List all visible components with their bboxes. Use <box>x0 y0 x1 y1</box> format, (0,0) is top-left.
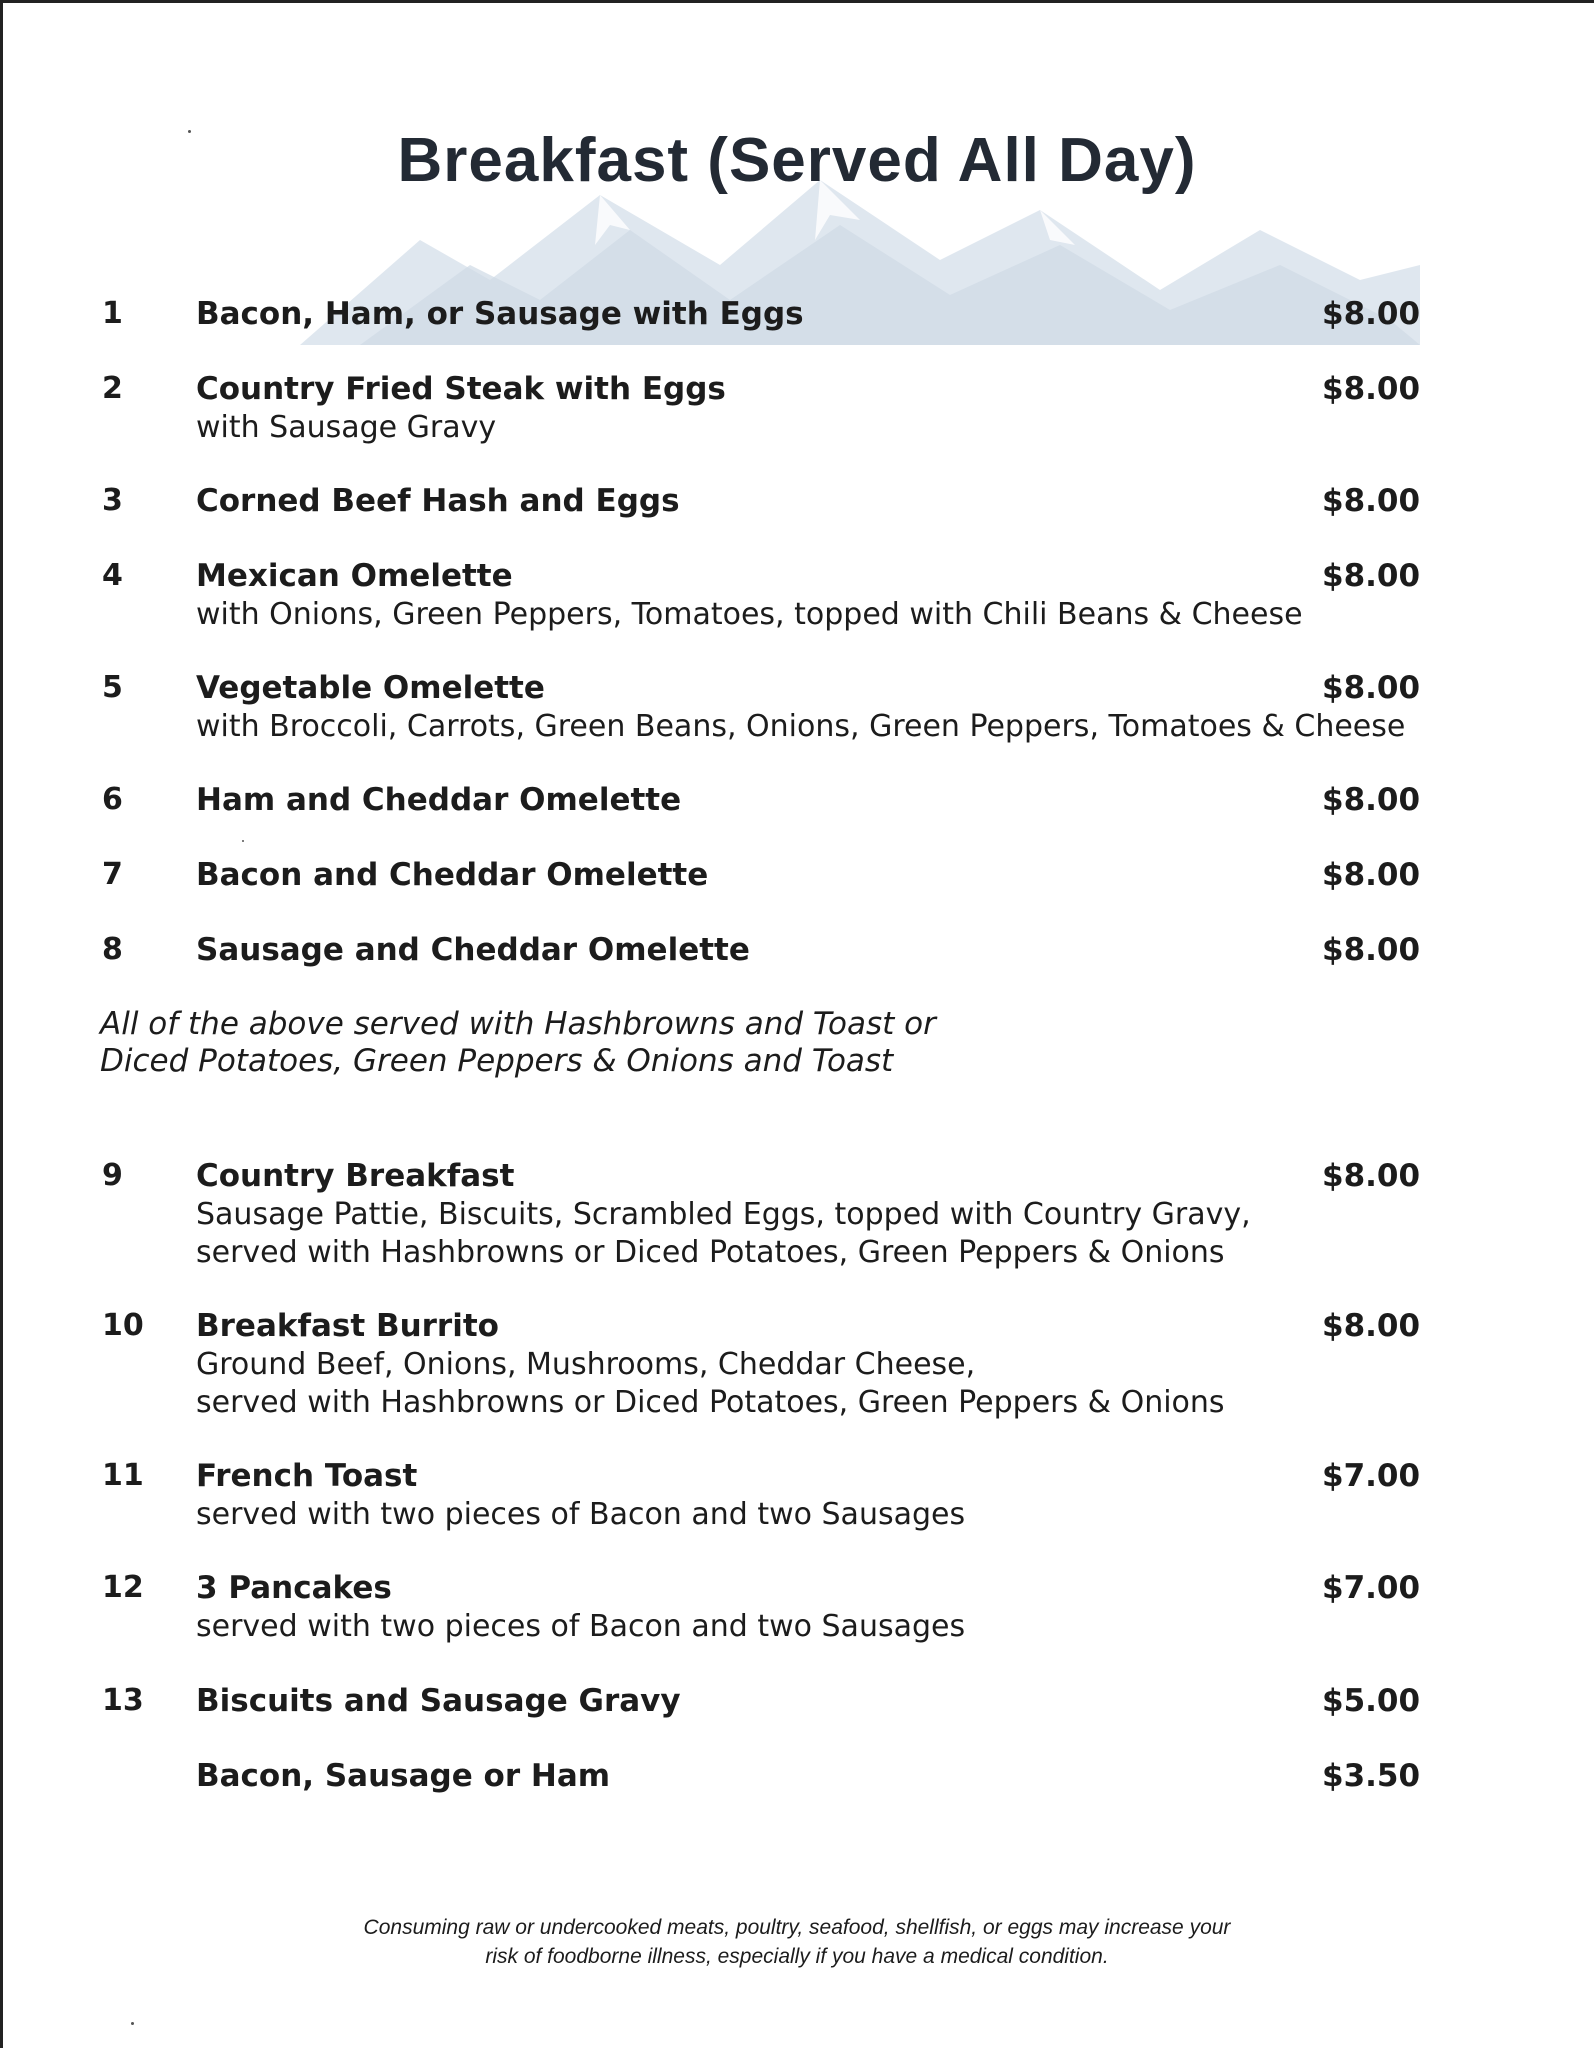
item-price: $8.00 <box>1322 558 1421 594</box>
item-number: 10 <box>102 1308 144 1343</box>
item-description <box>196 596 1303 634</box>
item-name: Bacon and Cheddar Omelette <box>196 857 709 893</box>
menu-item <box>0 1458 1594 1538</box>
item-name: Breakfast Burrito <box>196 1308 499 1344</box>
item-price: $8.00 <box>1322 296 1421 332</box>
item-price: $8.00 <box>1322 1158 1421 1194</box>
item-description-line: with Sausage Gravy <box>196 410 497 445</box>
item-price: $8.00 <box>1322 782 1421 818</box>
item-name: Bacon, Sausage or Ham <box>196 1758 611 1794</box>
item-number: 7 <box>102 857 123 892</box>
item-number: 12 <box>102 1570 144 1605</box>
menu-item <box>0 371 1594 451</box>
item-number: 2 <box>102 371 123 406</box>
item-description-line: Ground Beef, Onions, Mushrooms, Cheddar Cheese, <box>196 1347 976 1382</box>
item-description-line: served with Hashbrowns or Diced Potatoes, Green Peppers & Onions <box>196 1235 1225 1270</box>
item-price: $8.00 <box>1322 670 1421 706</box>
menu-item <box>0 483 1594 563</box>
menu-item <box>0 1308 1594 1420</box>
item-price: $8.00 <box>1322 371 1421 407</box>
page-edge-top <box>0 0 1594 3</box>
item-description <box>196 1196 1251 1272</box>
item-price: $8.00 <box>1322 932 1421 968</box>
item-number: 6 <box>102 782 123 817</box>
scan-speck <box>131 2022 134 2025</box>
item-number: 4 <box>102 558 123 593</box>
item-number: 8 <box>102 932 123 967</box>
item-description-line: served with two pieces of Bacon and two Sausages <box>196 1609 966 1644</box>
item-description-line: served with Hashbrowns or Diced Potatoes, Green Peppers & Onions <box>196 1385 1225 1420</box>
item-description <box>196 409 496 447</box>
menu-item <box>0 1758 1594 1838</box>
item-number: 13 <box>102 1683 144 1718</box>
item-number: 1 <box>102 296 123 331</box>
served-note-line-1: All of the above served with Hashbrowns and Toast or <box>100 1006 936 1042</box>
menu-item <box>0 857 1594 937</box>
item-price: $8.00 <box>1322 1308 1421 1344</box>
scan-speck <box>188 130 191 133</box>
menu-item <box>0 1158 1594 1270</box>
consumer-advisory-line-2: risk of foodborne illness, especially if you have a medical condition. <box>485 1945 1109 1968</box>
item-number: 5 <box>102 670 123 705</box>
consumer-advisory <box>0 1913 1594 1971</box>
item-number: 3 <box>102 483 123 518</box>
menu-item <box>0 1570 1594 1650</box>
item-price: $8.00 <box>1322 857 1421 893</box>
menu-title: Breakfast (Served All Day) <box>397 126 1197 195</box>
item-name: French Toast <box>196 1458 418 1494</box>
served-with-note <box>100 1006 936 1080</box>
item-name: 3 Pancakes <box>196 1570 392 1606</box>
item-name: Corned Beef Hash and Eggs <box>196 483 680 519</box>
item-description <box>196 1608 965 1646</box>
item-name: Sausage and Cheddar Omelette <box>196 932 750 968</box>
item-name: Country Fried Steak with Eggs <box>196 371 726 407</box>
item-name: Bacon, Ham, or Sausage with Eggs <box>196 296 804 332</box>
item-name: Mexican Omelette <box>196 558 513 594</box>
item-description-line: with Broccoli, Carrots, Green Beans, Onions, Green Peppers, Tomatoes & Cheese <box>196 709 1406 744</box>
item-name: Biscuits and Sausage Gravy <box>196 1683 681 1719</box>
item-description <box>196 1346 1225 1422</box>
item-number: 9 <box>102 1158 123 1193</box>
item-price: $8.00 <box>1322 483 1421 519</box>
item-price: $3.50 <box>1322 1758 1421 1794</box>
item-description-line: with Onions, Green Peppers, Tomatoes, topped with Chili Beans & Cheese <box>196 597 1303 632</box>
consumer-advisory-line-1: Consuming raw or undercooked meats, poultry, seafood, shellfish, or eggs may increase your <box>363 1916 1231 1939</box>
served-note-line-2: Diced Potatoes, Green Peppers & Onions and Toast <box>100 1043 894 1079</box>
item-name: Vegetable Omelette <box>196 670 545 706</box>
menu-item <box>0 1683 1594 1763</box>
item-description-line: served with two pieces of Bacon and two Sausages <box>196 1497 966 1532</box>
item-number: 11 <box>102 1458 144 1493</box>
menu-item <box>0 932 1594 1012</box>
menu-item <box>0 296 1594 376</box>
menu-item <box>0 782 1594 862</box>
item-description <box>196 1496 965 1534</box>
item-price: $5.00 <box>1322 1683 1421 1719</box>
item-price: $7.00 <box>1322 1458 1421 1494</box>
item-description <box>196 708 1405 746</box>
menu-item <box>0 670 1594 750</box>
item-name: Country Breakfast <box>196 1158 515 1194</box>
item-description-line: Sausage Pattie, Biscuits, Scrambled Eggs, topped with Country Gravy, <box>196 1197 1251 1232</box>
scan-speck <box>242 840 244 842</box>
menu-item <box>0 558 1594 638</box>
item-price: $7.00 <box>1322 1570 1421 1606</box>
item-name: Ham and Cheddar Omelette <box>196 782 682 818</box>
